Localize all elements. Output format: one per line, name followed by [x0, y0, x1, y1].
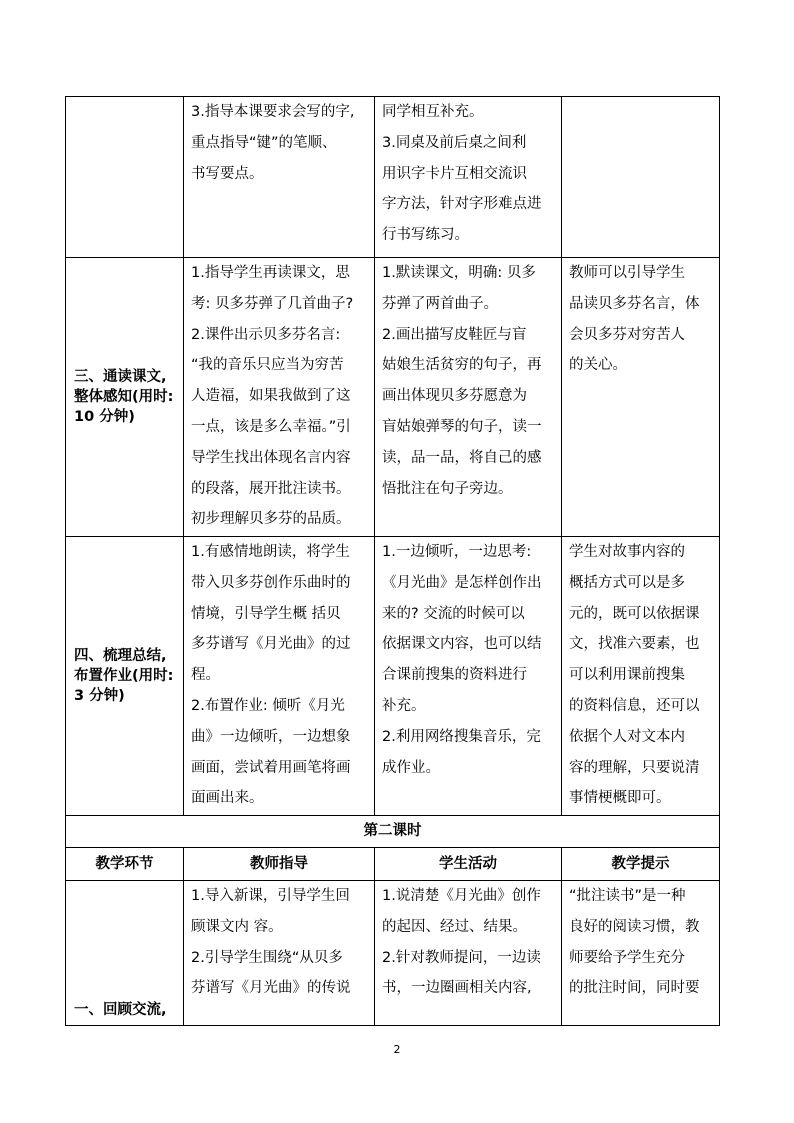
text-line: 用识字卡片互相交流识 [382, 165, 527, 182]
text-line: 品读贝多芬名言，体 [569, 295, 700, 312]
text-line: 面画出来。 [191, 790, 264, 807]
text-line: “我的音乐只应当为穷苦 [191, 357, 344, 374]
text-line: 一点，该是多么幸福。”引 [191, 418, 351, 435]
text-line: 读，品一品，将自己的感 [382, 449, 542, 466]
text-line: 3.同桌及前后桌之间利 [382, 134, 527, 151]
text-line: 来的? 交流的时候可以 [382, 605, 525, 622]
column-header: 教学提示 [562, 848, 720, 881]
text-line: 1.导入新课，引导学生回 [191, 888, 350, 904]
text-line: 合课前搜集的资料进行 [382, 667, 527, 684]
tip-cell [562, 881, 720, 1026]
text-line: 的关心。 [569, 357, 627, 374]
text-line: 容的理解，只要说清 [569, 759, 700, 776]
stage-cell [66, 881, 184, 1026]
stage-cell [66, 537, 184, 816]
text-line: 人造福，如果我做到了这 [191, 388, 351, 405]
text-line: 姑娘生活贫穷的句子，再 [382, 357, 542, 374]
column-header: 教学环节 [66, 848, 184, 881]
text-line: “批注读书”是一种 [569, 888, 686, 904]
text-line: 2.布置作业: 倾听《月光 [191, 697, 345, 714]
student-cell [375, 258, 562, 537]
text-line: 的批注时间，同时要 [569, 980, 700, 997]
text-line: 1.默读课文，明确: 贝多 [382, 265, 536, 281]
text-line: 芬谱写《月光曲》的传说 [191, 980, 351, 997]
text-line: 2.课件出示贝多芬名言: [191, 326, 341, 343]
text-line: 情境，引导学生概 括贝 [191, 605, 341, 622]
stage-label: 四、梳理总结, [74, 648, 167, 664]
text-line: 事情梗概即可。 [569, 790, 671, 807]
student-cell [375, 537, 562, 816]
text-line: 概括方式可以是多 [569, 574, 685, 591]
text-line: 2.引导学生围绕“从贝多 [191, 949, 343, 966]
lesson-plan-table [65, 96, 720, 1026]
tip-cell [562, 258, 720, 537]
table-row [66, 97, 720, 258]
text-line: 教师可以引导学生 [569, 265, 685, 281]
text-line: 成作业。 [382, 759, 440, 776]
text-line: 会贝多芬对穷苦人 [569, 326, 685, 343]
text-line: 3.指导本课要求会写的字, [191, 104, 355, 120]
text-line: 芬弹了两首曲子。 [382, 295, 498, 312]
stage-label: 一、回顾交流, [74, 1002, 167, 1018]
tip-cell [562, 97, 720, 258]
text-line: 的资料信息，还可以 [569, 697, 700, 714]
stage-label: 布置作业(用时: [74, 668, 174, 684]
table-row [66, 881, 720, 1026]
stage-label: 3 分钟) [74, 688, 125, 704]
text-line: 盲姑娘弹琴的句子，读一 [382, 418, 542, 435]
table-header-row [66, 848, 720, 881]
student-cell [375, 97, 562, 258]
text-line: 画面，尝试着用画笔将画 [191, 759, 351, 776]
text-line: 2.针对教师提问，一边读 [382, 949, 541, 966]
teacher-cell [184, 258, 375, 537]
text-line: 行书写练习。 [382, 227, 469, 244]
teacher-cell [184, 537, 375, 816]
text-line: 师要给予学生充分 [569, 949, 685, 966]
text-line: 元的，既可以依据课 [569, 605, 700, 622]
text-line: 书，一边圈画相关内容, [382, 980, 532, 997]
text-line: 学生对故事内容的 [569, 544, 685, 560]
text-line: 《月光曲》是怎样创作出 [382, 574, 542, 591]
text-line: 依据课文内容，也可以结 [382, 636, 542, 653]
text-line: 1.指导学生再读课文，思 [191, 265, 350, 281]
text-line: 曲》一边倾听，一边想象 [191, 728, 351, 745]
page-number: 2 [393, 1043, 401, 1056]
text-line: 补充。 [382, 697, 426, 714]
stage-cell [66, 258, 184, 537]
table-row [66, 537, 720, 816]
stage-label: 三、通读课文, [74, 369, 167, 385]
text-line: 依据个人对文本内 [569, 728, 685, 745]
teacher-cell [184, 881, 375, 1026]
column-header: 学生活动 [375, 848, 562, 881]
stage-cell [66, 97, 184, 258]
student-cell [375, 881, 562, 1026]
text-line: 悟批注在句子旁边。 [382, 480, 513, 497]
teacher-cell [184, 97, 375, 258]
table-row [66, 816, 720, 848]
section-title: 第二课时 [66, 816, 720, 848]
text-line: 多芬谱写《月光曲》的过 [191, 636, 351, 653]
stage-label: 10 分钟) [74, 409, 135, 425]
text-line: 良好的阅读习惯，教 [569, 918, 700, 935]
column-header: 教师指导 [184, 848, 375, 881]
stage-label: 整体感知(用时: [74, 389, 174, 405]
text-line: 1.有感情地朗读，将学生 [191, 544, 350, 560]
text-line: 程。 [191, 667, 220, 684]
text-line: 1.一边倾听，一边思考: [382, 544, 532, 560]
text-line: 带入贝多芬创作乐曲时的 [191, 574, 351, 591]
text-line: 顾课文内 容。 [191, 918, 283, 935]
text-line: 导学生找出体现名言内容 [191, 449, 351, 466]
text-line: 2.利用网络搜集音乐，完 [382, 728, 541, 745]
text-line: 1.说清楚《月光曲》创作 [382, 888, 541, 904]
text-line: 重点指导“键”的笔顺、 [191, 134, 337, 151]
text-line: 字方法，针对字形难点进 [382, 196, 542, 213]
tip-cell [562, 537, 720, 816]
text-line: 文，找准六要素，也 [569, 636, 700, 653]
text-line: 画出体现贝多芬愿意为 [382, 388, 527, 405]
text-line: 的起因、经过、结果。 [382, 918, 527, 935]
text-line: 书写要点。 [191, 165, 264, 182]
text-line: 初步理解贝多芬的品质。 [191, 511, 351, 528]
text-line: 的段落，展开批注读书。 [191, 480, 351, 497]
table-row [66, 258, 720, 537]
text-line: 考: 贝多芬弹了几首曲子? [191, 295, 354, 312]
text-line: 2.画出描写皮鞋匠与盲 [382, 326, 527, 343]
text-line: 同学相互补充。 [382, 104, 484, 120]
text-line: 可以利用课前搜集 [569, 667, 685, 684]
